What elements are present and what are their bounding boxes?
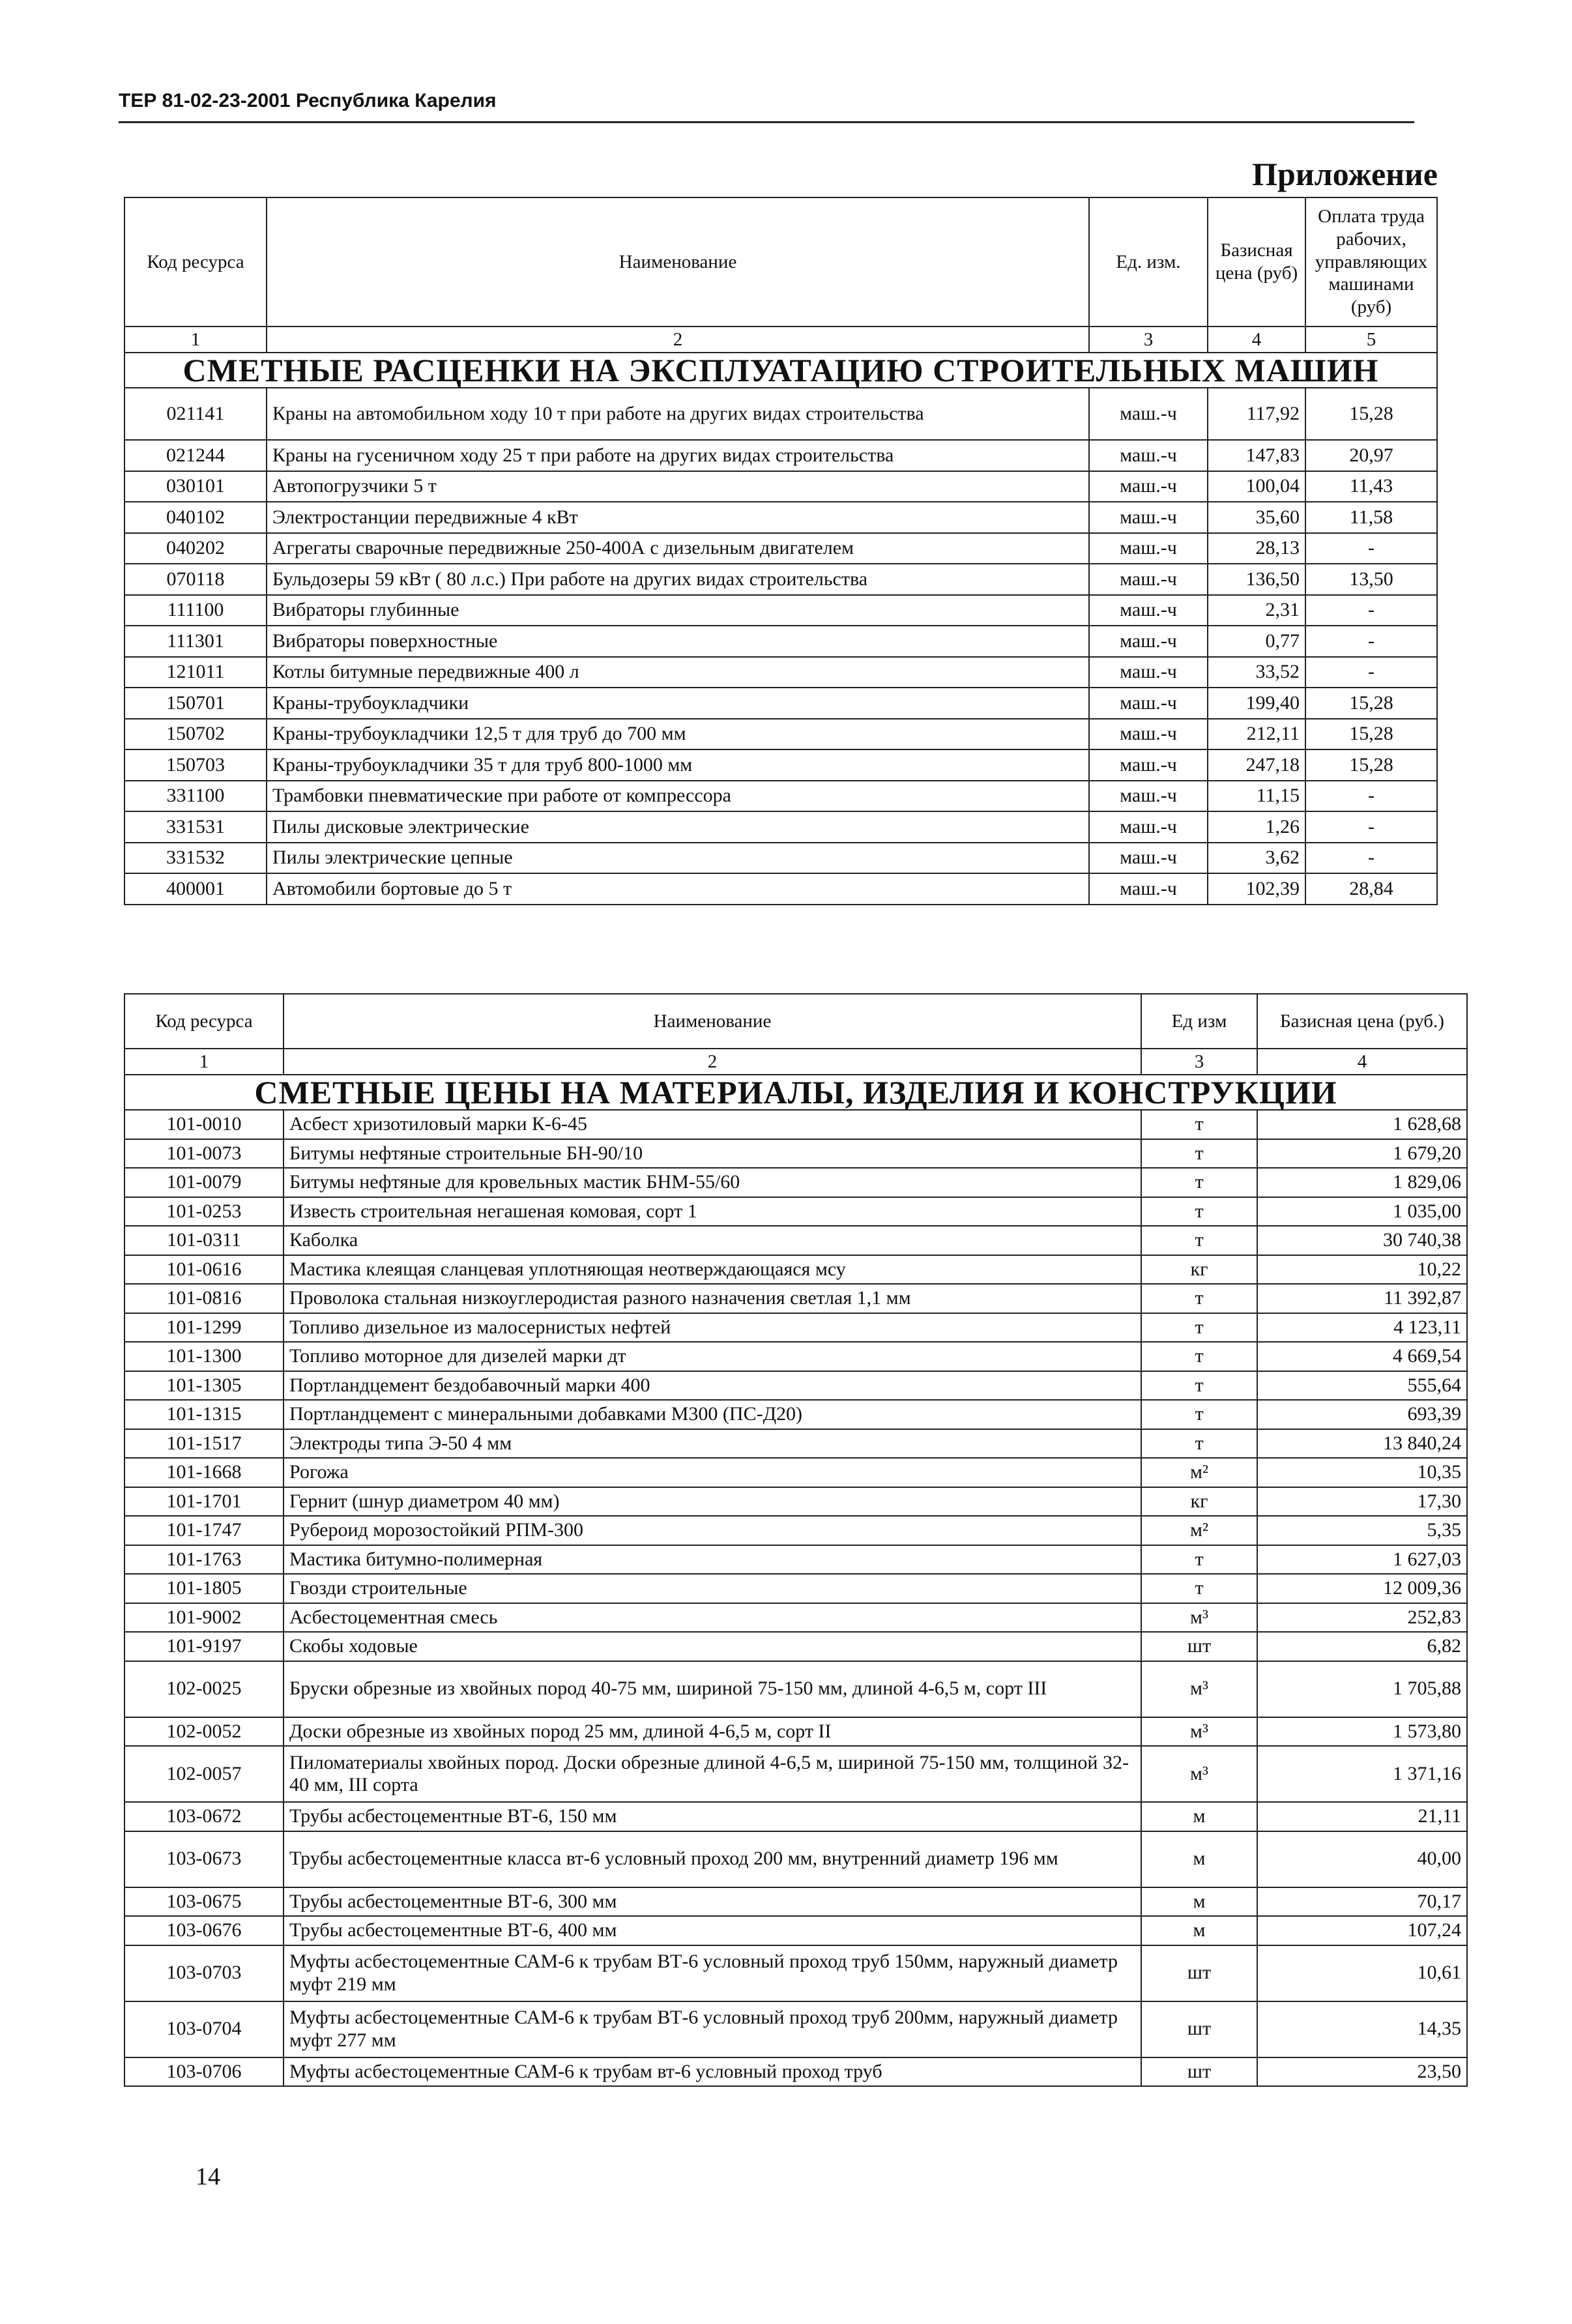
base-price: 102,39 [1208,873,1305,905]
resource-name: Мастика клеящая сланцевая уплотняющая неотверждающаяся мсу [284,1255,1141,1285]
table-row [124,1945,1467,2001]
labor-pay: 11,58 [1305,502,1437,533]
table-row [124,1168,1467,1197]
unit-cell: м² [1141,1458,1257,1487]
resource-name: Трамбовки пневматические при работе от компрессора [267,781,1089,812]
resource-code: 040202 [124,533,267,564]
resource-code: 021244 [124,440,267,471]
base-price: 555,64 [1257,1371,1467,1401]
resource-name: Муфты асбестоцементные САМ-6 к трубам ВТ-6 условный проход труб 150мм, наружный диаметр муфт 219 мм [284,1945,1141,2001]
unit-cell: маш.-ч [1089,657,1208,688]
header-pay: Оплата труда рабочих, управляющих машинами (руб) [1305,197,1437,327]
resource-name: Краны-трубоукладчики [267,688,1089,719]
resource-code: 101-1763 [124,1545,284,1575]
unit-cell: т [1141,1284,1257,1313]
resource-name: Битумы нефтяные для кровельных мастик БНМ-55/60 [284,1168,1141,1197]
table-row [124,1487,1467,1517]
resource-name: Проволока стальная низкоуглеродистая разного назначения светлая 1,1 мм [284,1284,1141,1313]
unit-cell: маш.-ч [1089,388,1208,440]
resource-code: 101-1701 [124,1487,284,1517]
table-row [124,811,1437,843]
column-number: 1 [124,327,267,353]
resource-name: Портландцемент бездобавочный марки 400 [284,1371,1141,1401]
base-price: 10,61 [1257,1945,1467,2001]
labor-pay: 15,28 [1305,749,1437,781]
unit-cell: т [1141,1342,1257,1371]
base-price: 4 123,11 [1257,1313,1467,1343]
unit-cell: м³ [1141,1746,1257,1802]
base-price: 10,35 [1257,1458,1467,1487]
resource-code: 103-0673 [124,1831,284,1887]
unit-cell: м³ [1141,1661,1257,1717]
table-row [124,719,1437,750]
resource-code: 101-0010 [124,1110,284,1139]
base-price: 17,30 [1257,1487,1467,1517]
unit-cell: кг [1141,1255,1257,1285]
resource-code: 111100 [124,595,267,626]
base-price: 147,83 [1208,440,1305,471]
resource-code: 150702 [124,719,267,750]
table-row [124,564,1437,595]
table-row [124,2001,1467,2057]
resource-code: 101-1315 [124,1400,284,1429]
base-price: 23,50 [1257,2057,1467,2087]
resource-code: 103-0675 [124,1887,284,1917]
table-row [124,1458,1467,1487]
resource-name: Битумы нефтяные строительные БН-90/10 [284,1139,1141,1169]
labor-pay: - [1305,843,1437,874]
labor-pay: 15,28 [1305,388,1437,440]
resource-name: Краны на гусеничном ходу 25 т при работе на других видах строительства [267,440,1089,471]
resource-name: Мастика битумно-полимерная [284,1545,1141,1575]
machines-table [124,197,1438,905]
table-row [124,1197,1467,1227]
resource-code: 101-0073 [124,1139,284,1169]
base-price: 2,31 [1208,595,1305,626]
resource-name: Рогожа [284,1458,1141,1487]
resource-name: Бруски обрезные из хвойных пород 40-75 мм, шириной 75-150 мм, длиной 4-6,5 м, сорт III [284,1661,1141,1717]
base-price: 1 035,00 [1257,1197,1467,1227]
table-row [124,1717,1467,1747]
labor-pay: 11,43 [1305,471,1437,502]
unit-cell: маш.-ч [1089,626,1208,657]
table-row [124,873,1437,905]
resource-code: 101-0816 [124,1284,284,1313]
resource-name: Асбестоцементная смесь [284,1603,1141,1633]
unit-cell: м³ [1141,1603,1257,1633]
table-row [124,1226,1467,1255]
base-price: 12 009,36 [1257,1574,1467,1603]
base-price: 1 829,06 [1257,1168,1467,1197]
base-price: 70,17 [1257,1887,1467,1917]
base-price: 247,18 [1208,749,1305,781]
column-number: 2 [267,327,1089,353]
table-row [124,781,1437,812]
table-row [124,388,1437,440]
unit-cell: т [1141,1429,1257,1459]
resource-name: Муфты асбестоцементные САМ-6 к трубам ВТ-6 условный проход труб 200мм, наружный диаметр муфт 277 мм [284,2001,1141,2057]
resource-code: 102-0025 [124,1661,284,1717]
unit-cell: маш.-ч [1089,564,1208,595]
resource-name: Известь строительная негашеная комовая, сорт 1 [284,1197,1141,1227]
appendix-label: Приложение [1252,156,1438,192]
base-price: 21,11 [1257,1802,1467,1831]
resource-code: 103-0706 [124,2057,284,2087]
base-price: 40,00 [1257,1831,1467,1887]
labor-pay: 28,84 [1305,873,1437,905]
base-price: 1 573,80 [1257,1717,1467,1747]
resource-code: 103-0704 [124,2001,284,2057]
unit-cell: т [1141,1574,1257,1603]
resource-name: Топливо дизельное из малосернистых нефтей [284,1313,1141,1343]
base-price: 1 679,20 [1257,1139,1467,1169]
unit-cell: маш.-ч [1089,533,1208,564]
unit-cell: м² [1141,1516,1257,1545]
resource-code: 331532 [124,843,267,874]
unit-cell: маш.-ч [1089,471,1208,502]
unit-cell: т [1141,1110,1257,1139]
base-price: 30 740,38 [1257,1226,1467,1255]
base-price: 199,40 [1208,688,1305,719]
unit-cell: маш.-ч [1089,688,1208,719]
resource-code: 101-0616 [124,1255,284,1285]
resource-name: Портландцемент с минеральными добавками М300 (ПС-Д20) [284,1400,1141,1429]
resource-code: 101-1747 [124,1516,284,1545]
unit-cell: шт [1141,2001,1257,2057]
base-price: 35,60 [1208,502,1305,533]
resource-code: 101-1805 [124,1574,284,1603]
table-row [124,1545,1467,1575]
resource-name: Трубы асбестоцементные ВТ-6, 150 мм [284,1802,1141,1831]
resource-name: Вибраторы поверхностные [267,626,1089,657]
base-price: 1,26 [1208,811,1305,843]
unit-cell: т [1141,1545,1257,1575]
table-row [124,1139,1467,1169]
unit-cell: маш.-ч [1089,873,1208,905]
table-row [124,749,1437,781]
unit-cell: м [1141,1802,1257,1831]
base-price: 4 669,54 [1257,1342,1467,1371]
table-row [124,1574,1467,1603]
table-row [124,1313,1467,1343]
labor-pay: - [1305,781,1437,812]
unit-cell: маш.-ч [1089,502,1208,533]
resource-name: Трубы асбестоцементные класса вт-6 условный проход 200 мм, внутренний диаметр 196 мм [284,1831,1141,1887]
table-row [124,502,1437,533]
resource-name: Пилы электрические цепные [267,843,1089,874]
unit-cell: маш.-ч [1089,843,1208,874]
table-row [124,1916,1467,1945]
unit-cell: шт [1141,2057,1257,2087]
unit-cell: м [1141,1831,1257,1887]
table-row [124,440,1437,471]
column-number: 2 [284,1049,1141,1075]
section-title: СМЕТНЫЕ РАСЦЕНКИ НА ЭКСПЛУАТАЦИЮ СТРОИТЕЛЬНЫХ МАШИН [124,353,1437,388]
table-row [124,595,1437,626]
unit-cell: м³ [1141,1717,1257,1747]
unit-cell: маш.-ч [1089,595,1208,626]
base-price: 11 392,87 [1257,1284,1467,1313]
unit-cell: т [1141,1139,1257,1169]
resource-name: Муфты асбестоцементные САМ-6 к трубам вт-6 условный проход труб [284,2057,1141,2087]
resource-code: 101-9002 [124,1603,284,1633]
labor-pay: - [1305,657,1437,688]
table-row [124,1429,1467,1459]
resource-name: Доски обрезные из хвойных пород 25 мм, длиной 4-6,5 м, сорт II [284,1717,1141,1747]
resource-code: 101-1305 [124,1371,284,1401]
materials-table [124,993,1468,2087]
unit-cell: т [1141,1371,1257,1401]
unit-cell: маш.-ч [1089,719,1208,750]
table-row [124,1110,1467,1139]
labor-pay: - [1305,533,1437,564]
resource-name: Пилы дисковые электрические [267,811,1089,843]
base-price: 33,52 [1208,657,1305,688]
base-price: 11,15 [1208,781,1305,812]
resource-code: 103-0672 [124,1802,284,1831]
table-row [124,1400,1467,1429]
resource-code: 331531 [124,811,267,843]
base-price: 13 840,24 [1257,1429,1467,1459]
table-row [124,533,1437,564]
base-price: 14,35 [1257,2001,1467,2057]
header-code: Код ресурса [124,197,267,327]
resource-code: 101-1668 [124,1458,284,1487]
resource-name: Краны на автомобильном ходу 10 т при работе на других видах строительства [267,388,1089,440]
table-row [124,843,1437,874]
resource-code: 150703 [124,749,267,781]
resource-code: 101-0311 [124,1226,284,1255]
base-price: 3,62 [1208,843,1305,874]
unit-cell: маш.-ч [1089,749,1208,781]
base-price: 28,13 [1208,533,1305,564]
base-price: 10,22 [1257,1255,1467,1285]
table-row [124,1603,1467,1633]
resource-code: 103-0676 [124,1916,284,1945]
table-row [124,471,1437,502]
table-row [124,657,1437,688]
unit-cell: т [1141,1400,1257,1429]
resource-code: 101-1300 [124,1342,284,1371]
column-number: 5 [1305,327,1437,353]
resource-code: 111301 [124,626,267,657]
column-number: 4 [1208,327,1305,353]
resource-name: Автомобили бортовые до 5 т [267,873,1089,905]
header-name: Наименование [284,994,1141,1049]
table-row [124,1887,1467,1917]
page-number: 14 [196,2163,220,2190]
resource-name: Асбест хризотиловый марки К-6-45 [284,1110,1141,1139]
document-header: ТЕР 81-02-23-2001 Республика Карелия [119,90,1414,123]
labor-pay: 20,97 [1305,440,1437,471]
base-price: 136,50 [1208,564,1305,595]
resource-code: 021141 [124,388,267,440]
resource-code: 102-0057 [124,1746,284,1802]
resource-name: Рубероид морозостойкий РПМ-300 [284,1516,1141,1545]
resource-name: Вибраторы глубинные [267,595,1089,626]
base-price: 212,11 [1208,719,1305,750]
unit-cell: т [1141,1197,1257,1227]
table-row [124,626,1437,657]
base-price: 1 628,68 [1257,1110,1467,1139]
resource-name: Каболка [284,1226,1141,1255]
labor-pay: 15,28 [1305,719,1437,750]
resource-name: Автопогрузчики 5 т [267,471,1089,502]
unit-cell: т [1141,1313,1257,1343]
resource-code: 103-0703 [124,1945,284,2001]
unit-cell: маш.-ч [1089,781,1208,812]
base-price: 6,82 [1257,1632,1467,1661]
table-row [124,1255,1467,1285]
resource-code: 331100 [124,781,267,812]
unit-cell: т [1141,1168,1257,1197]
unit-cell: маш.-ч [1089,440,1208,471]
base-price: 693,39 [1257,1400,1467,1429]
resource-name: Пиломатериалы хвойных пород. Доски обрезные длиной 4-6,5 м, шириной 75-150 мм, толщиной 32-40 мм, III сорта [284,1746,1141,1802]
column-number: 3 [1089,327,1208,353]
base-price: 117,92 [1208,388,1305,440]
resource-name: Краны-трубоукладчики 12,5 т для труб до 700 мм [267,719,1089,750]
table-row [124,1284,1467,1313]
resource-code: 101-1517 [124,1429,284,1459]
resource-name: Электроды типа Э-50 4 мм [284,1429,1141,1459]
unit-cell: м [1141,1887,1257,1917]
table-row [124,1371,1467,1401]
header-name: Наименование [267,197,1089,327]
table-row [124,1802,1467,1831]
resource-name: Агрегаты сварочные передвижные 250-400А с дизельным двигателем [267,533,1089,564]
unit-cell: кг [1141,1487,1257,1517]
resource-code: 030101 [124,471,267,502]
resource-code: 102-0052 [124,1717,284,1747]
table-row [124,1746,1467,1802]
resource-name: Гвозди строительные [284,1574,1141,1603]
column-number: 1 [124,1049,284,1075]
column-number: 3 [1141,1049,1257,1075]
table-row [124,1831,1467,1887]
base-price: 100,04 [1208,471,1305,502]
unit-cell: м [1141,1916,1257,1945]
resource-name: Гернит (шнур диаметром 40 мм) [284,1487,1141,1517]
unit-cell: маш.-ч [1089,811,1208,843]
header-price: Базисная цена (руб.) [1257,994,1467,1049]
labor-pay: - [1305,811,1437,843]
table-row [124,1342,1467,1371]
header-price: Базисная цена (руб) [1208,197,1305,327]
base-price: 1 705,88 [1257,1661,1467,1717]
resource-name: Электростанции передвижные 4 кВт [267,502,1089,533]
labor-pay: 13,50 [1305,564,1437,595]
resource-name: Бульдозеры 59 кВт ( 80 л.с.) При работе на других видах строительства [267,564,1089,595]
section-title: СМЕТНЫЕ ЦЕНЫ НА МАТЕРИАЛЫ, ИЗДЕЛИЯ И КОНСТРУКЦИИ [124,1075,1467,1110]
table-row [124,1661,1467,1717]
table-row [124,688,1437,719]
resource-name: Скобы ходовые [284,1632,1141,1661]
resource-name: Трубы асбестоцементные ВТ-6, 300 мм [284,1887,1141,1917]
base-price: 107,24 [1257,1916,1467,1945]
resource-code: 101-9197 [124,1632,284,1661]
table-row [124,1516,1467,1545]
header-unit: Ед. изм. [1089,197,1208,327]
resource-name: Топливо моторное для дизелей марки дт [284,1342,1141,1371]
base-price: 1 627,03 [1257,1545,1467,1575]
labor-pay: - [1305,626,1437,657]
labor-pay: - [1305,595,1437,626]
resource-name: Краны-трубоукладчики 35 т для труб 800-1000 мм [267,749,1089,781]
base-price: 0,77 [1208,626,1305,657]
resource-name: Котлы битумные передвижные 400 л [267,657,1089,688]
resource-code: 101-0253 [124,1197,284,1227]
labor-pay: 15,28 [1305,688,1437,719]
resource-code: 121011 [124,657,267,688]
unit-cell: шт [1141,1632,1257,1661]
base-price: 1 371,16 [1257,1746,1467,1802]
header-code: Код ресурса [124,994,284,1049]
base-price: 252,83 [1257,1603,1467,1633]
table-row [124,2057,1467,2087]
resource-code: 101-1299 [124,1313,284,1343]
table-row [124,1632,1467,1661]
resource-code: 101-0079 [124,1168,284,1197]
unit-cell: т [1141,1226,1257,1255]
resource-code: 150701 [124,688,267,719]
resource-code: 400001 [124,873,267,905]
resource-code: 070118 [124,564,267,595]
resource-code: 040102 [124,502,267,533]
header-unit: Ед изм [1141,994,1257,1049]
base-price: 5,35 [1257,1516,1467,1545]
unit-cell: шт [1141,1945,1257,2001]
resource-name: Трубы асбестоцементные ВТ-6, 400 мм [284,1916,1141,1945]
column-number: 4 [1257,1049,1467,1075]
